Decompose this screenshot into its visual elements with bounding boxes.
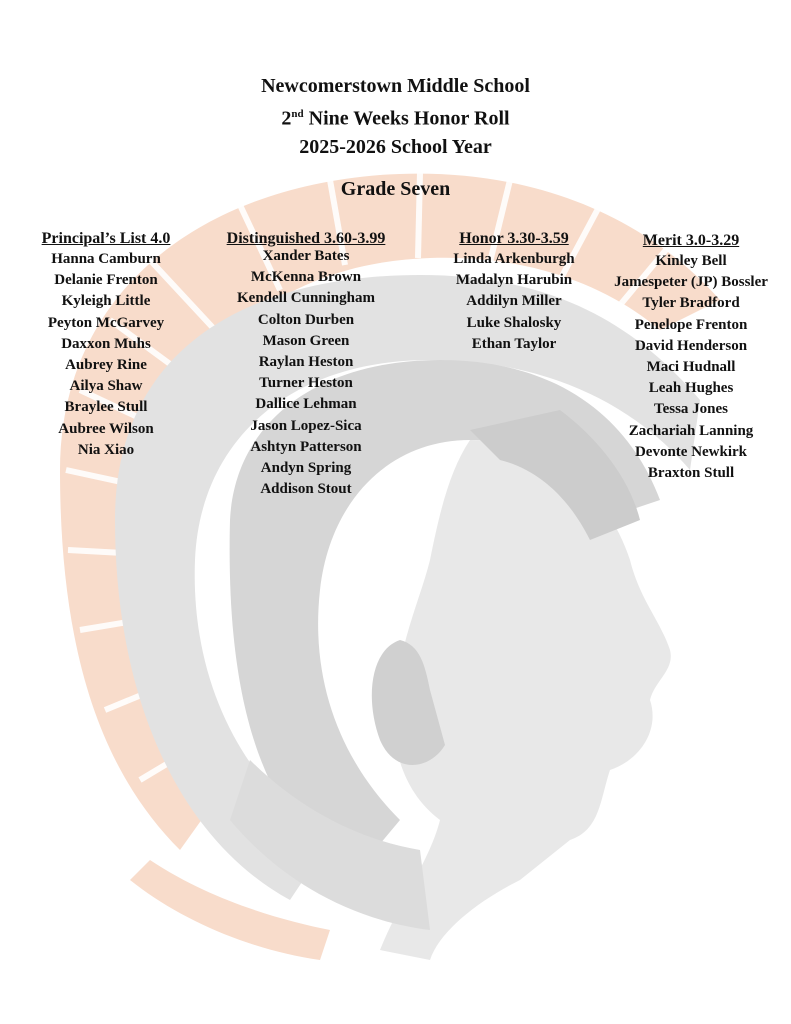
student-name: Kyleigh Little: [61, 293, 151, 310]
student-name: Addison Stout: [260, 481, 352, 498]
student-name: Addilyn Miller: [466, 293, 562, 310]
student-name: Aubree Wilson: [58, 420, 154, 437]
column-heading: Distinguished 3.60-3.99: [226, 230, 386, 247]
student-name: Ashtyn Patterson: [250, 438, 362, 455]
term-rest: Nine Weeks Honor Roll: [303, 107, 510, 130]
term-suffix: nd: [291, 108, 304, 120]
student-name: Devonte Newkirk: [634, 443, 748, 460]
student-name: Colton Durben: [257, 311, 355, 328]
term-number: 2: [281, 107, 292, 130]
column-distinguished: [206, 228, 406, 500]
student-name: Tessa Jones: [653, 401, 729, 418]
student-name: Jamespeter (JP) Bossler: [614, 274, 768, 291]
student-name: McKenna Brown: [250, 269, 362, 286]
student-name: Daxxon Muhs: [61, 335, 151, 352]
student-name: Nia Xiao: [77, 441, 135, 458]
student-name: David Henderson: [634, 337, 748, 354]
student-name: Mason Green: [262, 332, 350, 349]
student-name: Zachariah Lanning: [628, 422, 754, 439]
school-year: 2025-2026 School Year: [299, 135, 492, 158]
student-name: Kendell Cunningham: [237, 290, 375, 307]
school-name: Newcomerstown Middle School: [261, 75, 530, 97]
column-honor: [428, 228, 600, 355]
student-name: Dallice Lehman: [255, 396, 357, 413]
student-name: Braylee Stull: [64, 399, 148, 416]
column-heading: Honor 3.30-3.59: [459, 230, 569, 247]
name-list: [206, 246, 406, 500]
column-merit: [598, 230, 784, 484]
student-name: Kinley Bell: [655, 253, 727, 269]
student-name: Jason Lopez-Sica: [250, 417, 362, 434]
student-name: Raylan Heston: [258, 354, 354, 371]
student-name: Delanie Frenton: [54, 272, 158, 289]
name-list: [16, 249, 196, 461]
column-heading: Merit 3.0-3.29: [642, 232, 740, 249]
student-name: Ethan Taylor: [471, 335, 557, 352]
student-name: Aubrey Rine: [65, 357, 147, 374]
student-name: Penelope Frenton: [634, 316, 748, 333]
student-name: Tyler Bradford: [642, 295, 740, 312]
student-name: Ailya Shaw: [69, 378, 143, 395]
student-name: Luke Shalosky: [466, 314, 562, 331]
student-name: Xander Bates: [262, 248, 350, 264]
student-name: Turner Heston: [259, 375, 353, 392]
document-header: [0, 72, 791, 161]
student-name: Leah Hughes: [648, 380, 734, 397]
student-name: Hanna Camburn: [51, 251, 161, 267]
column-heading: Principal’s List 4.0: [41, 230, 171, 247]
term-title: [0, 100, 791, 133]
student-name: Maci Hudnall: [646, 359, 736, 376]
grade-heading: Grade Seven: [340, 178, 451, 200]
name-list: [598, 251, 784, 484]
name-list: [428, 249, 600, 355]
student-name: Linda Arkenburgh: [453, 251, 575, 267]
student-name: Braxton Stull: [647, 465, 735, 482]
student-name: Madalyn Harubin: [455, 272, 573, 289]
student-name: Andyn Spring: [260, 460, 352, 477]
student-name: Peyton McGarvey: [47, 314, 165, 331]
column-principals-list: [16, 228, 196, 461]
